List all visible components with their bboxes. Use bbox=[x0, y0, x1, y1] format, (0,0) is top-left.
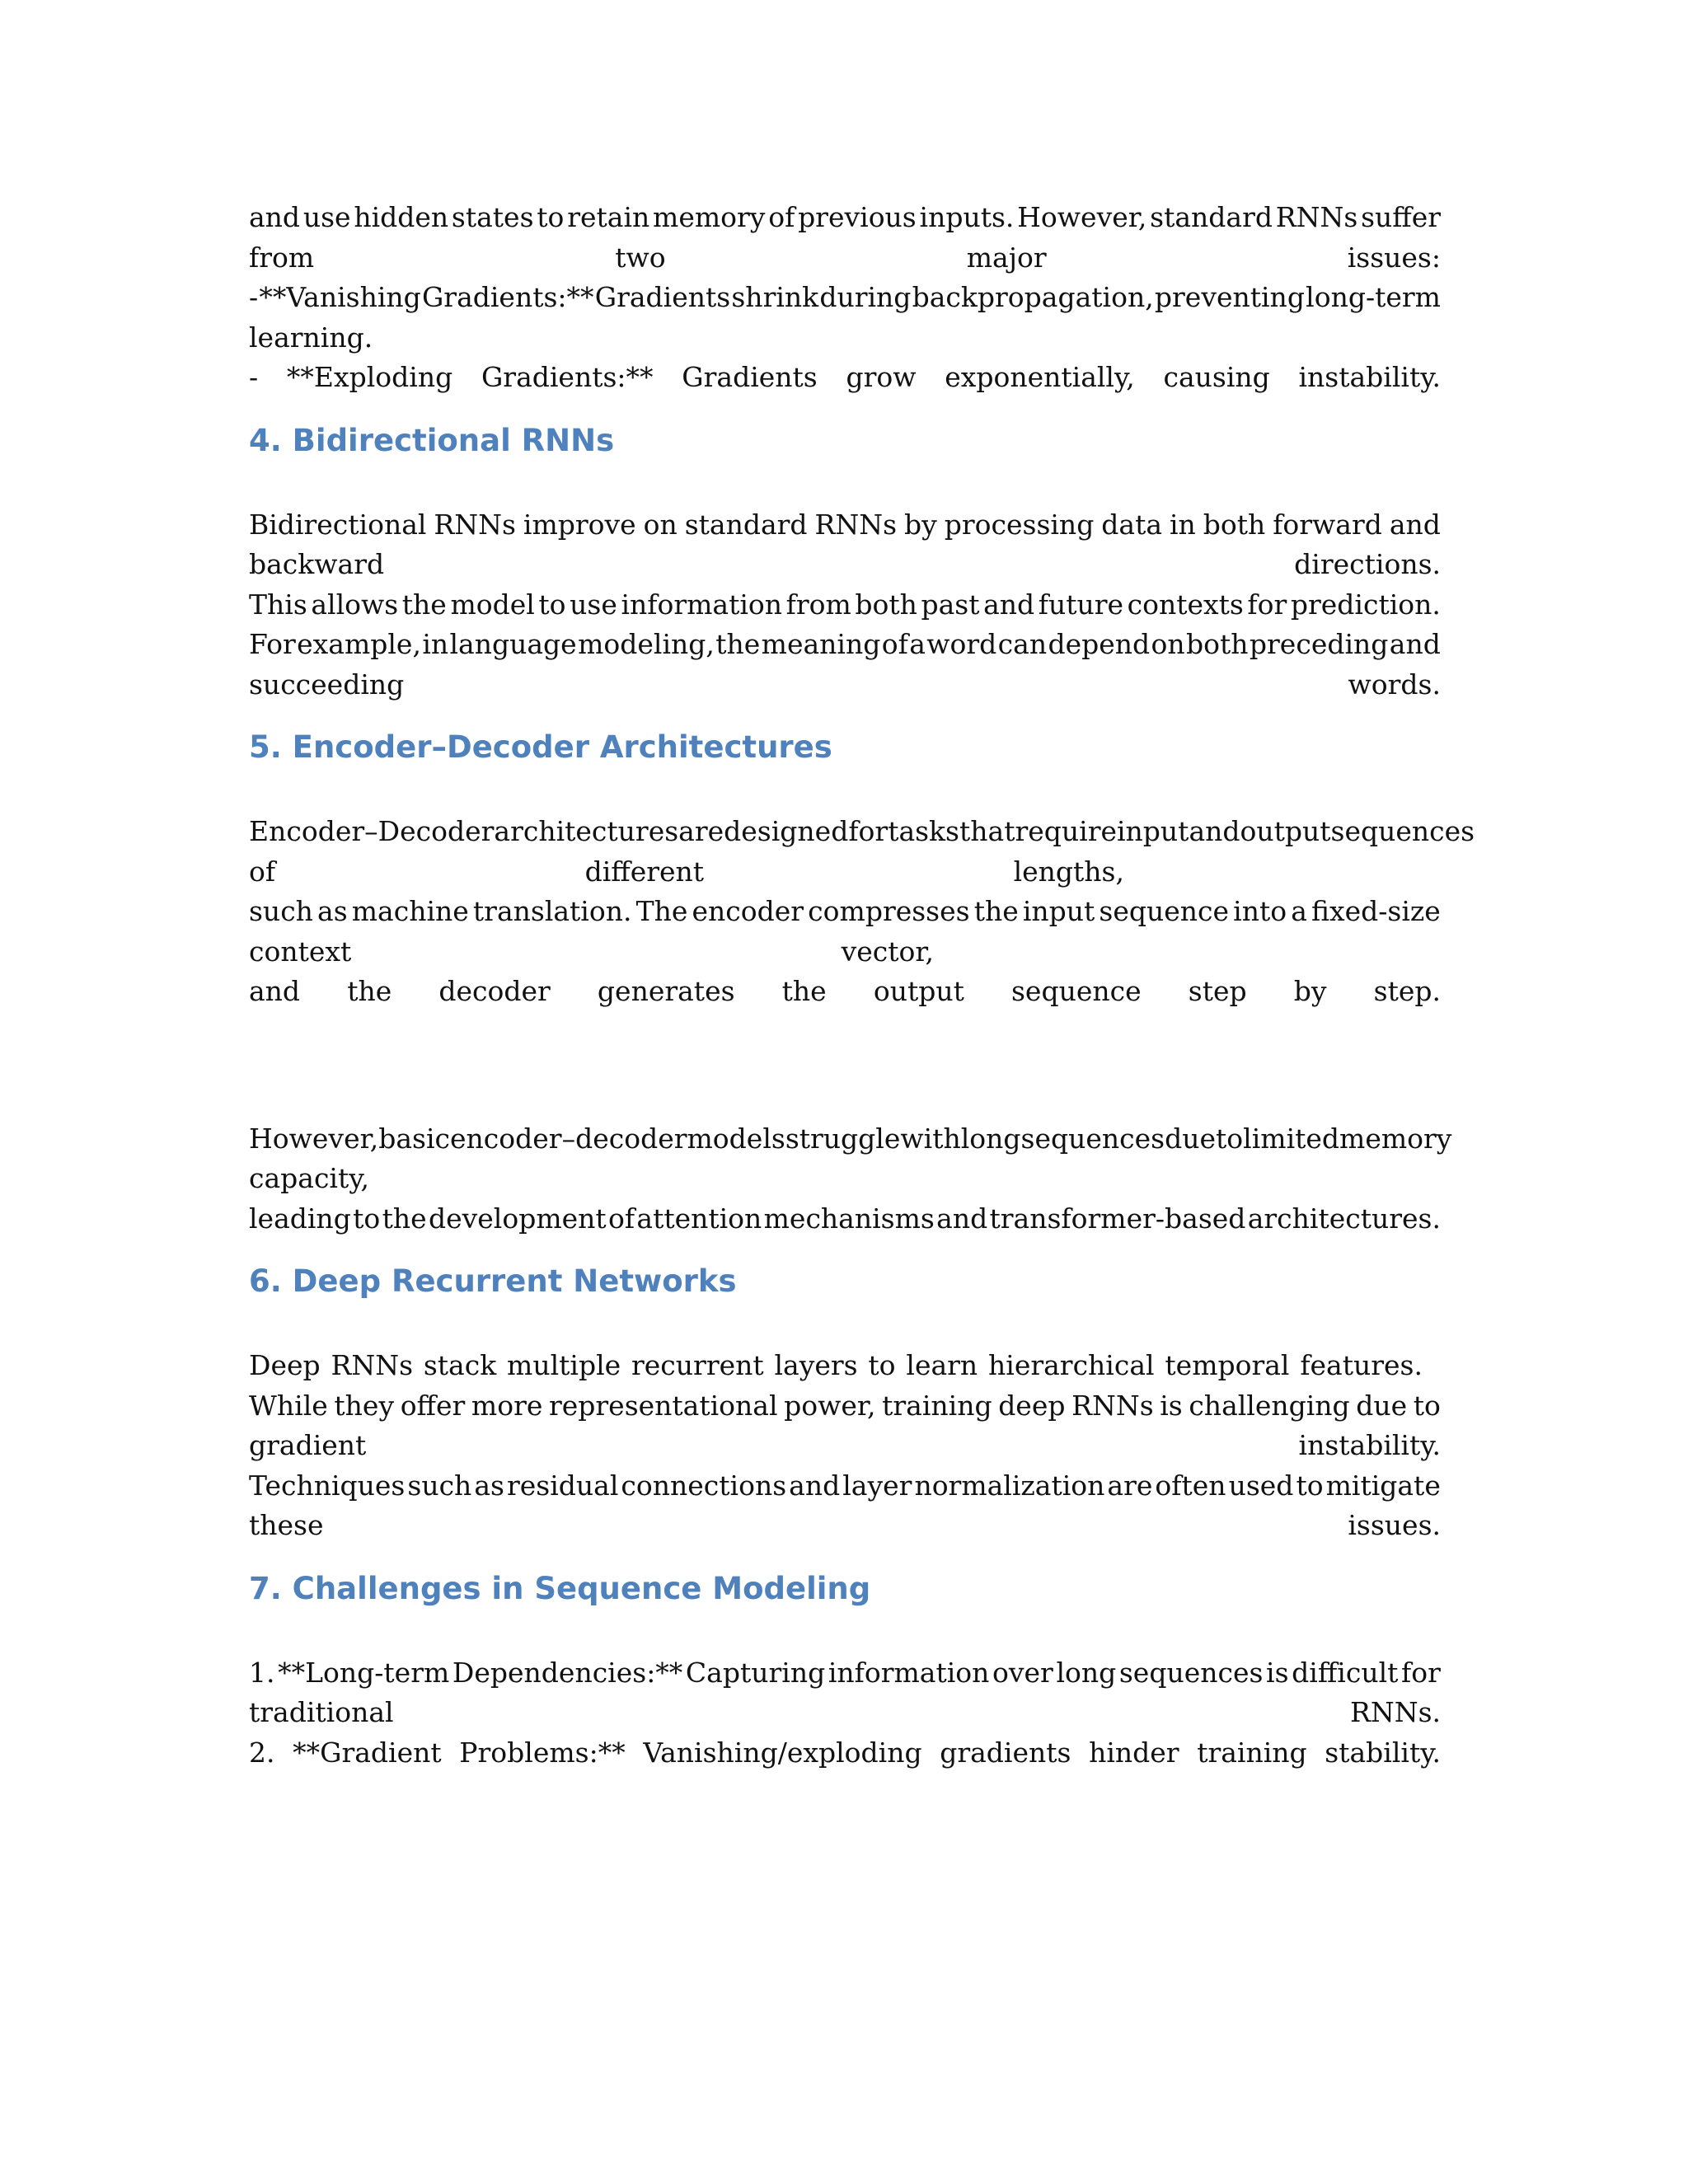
paragraph-line bbox=[249, 505, 1441, 546]
word: step bbox=[1188, 975, 1247, 1007]
word: backpropagation, bbox=[912, 281, 1154, 313]
word: input bbox=[1117, 815, 1189, 847]
paragraph-line bbox=[249, 1733, 1441, 1774]
word: memory bbox=[1339, 1122, 1452, 1155]
word: While bbox=[249, 1389, 328, 1422]
word: stack bbox=[423, 1349, 497, 1381]
word: normalization bbox=[914, 1469, 1105, 1502]
word: gradient bbox=[249, 1429, 367, 1461]
word: a bbox=[1291, 895, 1307, 927]
word: development bbox=[428, 1202, 607, 1235]
word: future bbox=[1038, 588, 1124, 621]
word: language bbox=[449, 628, 577, 660]
word: exponentially, bbox=[945, 361, 1135, 393]
word: vector, bbox=[841, 935, 934, 968]
word: Deep bbox=[249, 1349, 321, 1381]
word: attention bbox=[636, 1202, 762, 1235]
word: encoder bbox=[692, 895, 804, 927]
paragraph-line bbox=[249, 972, 1441, 1012]
paragraph-line bbox=[249, 585, 1441, 626]
word: temporal bbox=[1165, 1349, 1290, 1381]
word: lengths, bbox=[1013, 855, 1124, 888]
word: and bbox=[983, 588, 1035, 621]
word: struggle bbox=[785, 1122, 901, 1155]
word: hinder bbox=[1089, 1736, 1179, 1769]
word: use bbox=[302, 201, 351, 233]
word: This bbox=[249, 588, 307, 621]
word: can bbox=[997, 628, 1048, 660]
word: RNNs bbox=[1071, 1389, 1154, 1422]
section-heading-encoder-decoder: 5. Encoder–Decoder Architectures bbox=[249, 729, 832, 765]
word: Gradients:** bbox=[421, 281, 594, 313]
word: RNNs. bbox=[1349, 1696, 1441, 1728]
word: fixed-size bbox=[1311, 895, 1441, 927]
word: often bbox=[1155, 1469, 1226, 1502]
word: suffer bbox=[1361, 201, 1441, 233]
word: recurrent bbox=[631, 1349, 764, 1381]
paragraph-line bbox=[249, 1346, 1441, 1386]
word: is bbox=[1160, 1389, 1183, 1422]
word: from bbox=[249, 241, 315, 274]
word: Gradients bbox=[594, 281, 731, 313]
word: major bbox=[966, 241, 1047, 274]
paragraph-line bbox=[249, 932, 1441, 972]
word: preventing bbox=[1154, 281, 1305, 313]
word: generates bbox=[597, 975, 735, 1007]
word: Techniques bbox=[249, 1469, 406, 1502]
word: residual bbox=[506, 1469, 619, 1502]
word: sequence bbox=[1099, 895, 1230, 927]
word: mechanisms bbox=[763, 1202, 935, 1235]
word: succeeding bbox=[249, 668, 405, 701]
paragraph-line bbox=[249, 278, 1441, 318]
word: difficult bbox=[1292, 1656, 1399, 1689]
word: machine bbox=[351, 895, 469, 927]
word: to bbox=[538, 588, 566, 621]
word: preceding bbox=[1249, 628, 1389, 660]
word: connections bbox=[621, 1469, 787, 1502]
word: words. bbox=[1348, 668, 1441, 701]
word: hierarchical bbox=[988, 1349, 1155, 1381]
word: and bbox=[249, 975, 301, 1007]
word: Vanishing/exploding bbox=[643, 1736, 922, 1769]
word: of bbox=[607, 1202, 635, 1235]
word: are bbox=[678, 815, 724, 847]
word: two bbox=[615, 241, 666, 274]
word: long bbox=[1056, 1656, 1117, 1689]
word: both bbox=[1186, 628, 1249, 660]
word: 2. bbox=[249, 1736, 275, 1769]
word: of bbox=[881, 628, 908, 660]
word: However, bbox=[249, 1122, 379, 1155]
word: Capturing bbox=[685, 1656, 826, 1689]
word: a bbox=[909, 628, 926, 660]
paragraph-line bbox=[249, 198, 1441, 238]
section-heading-deep-recurrent-networks: 6. Deep Recurrent Networks bbox=[249, 1263, 737, 1299]
word: For bbox=[249, 628, 296, 660]
word: traditional bbox=[249, 1696, 394, 1728]
word: of bbox=[768, 201, 795, 233]
paragraph-line bbox=[249, 625, 1441, 665]
word: Dependencies:** bbox=[452, 1656, 683, 1689]
paragraph-line: learning. bbox=[249, 321, 373, 354]
word: from bbox=[785, 588, 851, 621]
word: power, bbox=[784, 1389, 876, 1422]
word: features. bbox=[1300, 1349, 1423, 1381]
word: Gradients:** bbox=[481, 361, 654, 393]
word: are bbox=[1107, 1469, 1153, 1502]
word: deep bbox=[998, 1389, 1066, 1422]
word: over bbox=[992, 1656, 1053, 1689]
word: and bbox=[1189, 815, 1240, 847]
word: However, bbox=[1017, 201, 1147, 233]
intro-paragraph bbox=[249, 198, 1441, 398]
word: 1. bbox=[249, 1656, 275, 1689]
word: layers bbox=[774, 1349, 858, 1381]
word: The bbox=[635, 895, 688, 927]
paragraph-line bbox=[249, 545, 1441, 585]
word: require bbox=[1015, 815, 1117, 847]
word: used bbox=[1228, 1469, 1294, 1502]
word: different bbox=[584, 855, 705, 888]
word: standard bbox=[684, 508, 808, 541]
section-6-paragraph bbox=[249, 1346, 1441, 1546]
word: to bbox=[353, 1202, 381, 1235]
word: grow bbox=[846, 361, 917, 393]
word: to bbox=[537, 201, 565, 233]
word: past bbox=[921, 588, 980, 621]
word: issues: bbox=[1347, 241, 1441, 274]
word: representational bbox=[548, 1389, 778, 1422]
word: causing bbox=[1163, 361, 1270, 393]
paragraph-line bbox=[249, 1653, 1441, 1694]
word: they bbox=[334, 1389, 395, 1422]
word: for bbox=[1401, 1656, 1441, 1689]
word: training bbox=[882, 1389, 992, 1422]
document-content bbox=[249, 198, 1475, 1773]
word: information bbox=[828, 1656, 990, 1689]
word: by bbox=[1293, 975, 1327, 1007]
word: sequences bbox=[1330, 815, 1475, 847]
word: to bbox=[1296, 1469, 1324, 1502]
word: - bbox=[249, 281, 259, 313]
word: mitigate bbox=[1325, 1469, 1441, 1502]
word: contexts bbox=[1127, 588, 1244, 621]
word: to bbox=[1216, 1122, 1244, 1155]
word: into bbox=[1233, 895, 1287, 927]
section-4-paragraph bbox=[249, 505, 1441, 705]
word: improve bbox=[523, 508, 636, 541]
word: **Long-term bbox=[278, 1656, 450, 1689]
word: **Vanishing bbox=[259, 281, 421, 313]
word: standard bbox=[1150, 201, 1273, 233]
word: the bbox=[781, 975, 827, 1007]
word: the bbox=[347, 975, 392, 1007]
word: data bbox=[1101, 508, 1163, 541]
word: layer bbox=[842, 1469, 912, 1502]
word: architectures. bbox=[1247, 1202, 1441, 1235]
word: such bbox=[249, 895, 313, 927]
word: leading bbox=[249, 1202, 351, 1235]
word: tasks bbox=[888, 815, 959, 847]
word: inputs. bbox=[919, 201, 1015, 233]
word: and bbox=[1389, 628, 1441, 660]
word: in bbox=[422, 628, 449, 660]
word: - bbox=[249, 361, 259, 393]
word: these bbox=[249, 1509, 324, 1541]
word: offer bbox=[400, 1389, 466, 1422]
word: long bbox=[960, 1122, 1021, 1155]
word: retain bbox=[567, 201, 650, 233]
word: encoder–decoder bbox=[450, 1122, 687, 1155]
word: Bidirectional bbox=[249, 508, 427, 541]
word: that bbox=[959, 815, 1015, 847]
word: limited bbox=[1243, 1122, 1340, 1155]
word: decoder bbox=[438, 975, 551, 1007]
word: and bbox=[1389, 508, 1441, 541]
section-7-paragraph bbox=[249, 1653, 1441, 1774]
word: backward bbox=[249, 548, 385, 580]
word: both bbox=[855, 588, 917, 621]
word: instability. bbox=[1298, 1429, 1441, 1461]
word: due bbox=[1356, 1389, 1408, 1422]
word: stability. bbox=[1325, 1736, 1441, 1769]
word: with bbox=[900, 1122, 961, 1155]
paragraph-line bbox=[249, 1119, 1452, 1160]
word: the bbox=[715, 628, 761, 660]
word: the bbox=[382, 1202, 427, 1235]
word: by bbox=[904, 508, 937, 541]
word: translation. bbox=[472, 895, 632, 927]
word: is bbox=[1266, 1656, 1289, 1689]
word: of bbox=[249, 855, 276, 888]
word: issues. bbox=[1348, 1509, 1441, 1541]
section-5-paragraph bbox=[249, 812, 1475, 1239]
word: for bbox=[848, 815, 889, 847]
paragraph-line: capacity, bbox=[249, 1162, 370, 1194]
word: meaning bbox=[761, 628, 881, 660]
paragraph-line bbox=[249, 358, 1441, 398]
word: depend bbox=[1048, 628, 1151, 660]
word: sequences bbox=[1020, 1122, 1165, 1155]
word: word bbox=[926, 628, 997, 660]
word: on bbox=[643, 508, 678, 541]
paragraph-line bbox=[249, 1693, 1441, 1733]
word: to bbox=[868, 1349, 896, 1381]
paragraph-line bbox=[249, 852, 1441, 893]
word: such bbox=[407, 1469, 472, 1502]
word: RNNs bbox=[814, 508, 898, 541]
blank-space bbox=[249, 1012, 1441, 1119]
word: long-term bbox=[1306, 281, 1441, 313]
word: challenging bbox=[1189, 1389, 1350, 1422]
word: the bbox=[973, 895, 1019, 927]
paragraph-line bbox=[249, 1199, 1441, 1240]
word: forward bbox=[1273, 508, 1382, 541]
word: multiple bbox=[507, 1349, 621, 1381]
word: designed bbox=[724, 815, 849, 847]
word: learn bbox=[906, 1349, 978, 1381]
word: in bbox=[1169, 508, 1196, 541]
word: information bbox=[621, 588, 783, 621]
paragraph-line bbox=[249, 1426, 1441, 1466]
word: the bbox=[401, 588, 447, 621]
paragraph-line bbox=[249, 1386, 1441, 1427]
word: gradients bbox=[940, 1736, 1071, 1769]
word: due bbox=[1165, 1122, 1217, 1155]
word: both bbox=[1203, 508, 1266, 541]
word: Gradients bbox=[682, 361, 818, 393]
section-heading-challenges: 7. Challenges in Sequence Modeling bbox=[249, 1570, 871, 1606]
word: RNNs bbox=[434, 508, 516, 541]
word: hidden bbox=[354, 201, 449, 233]
paragraph-line bbox=[249, 665, 1441, 705]
word: basic bbox=[378, 1122, 451, 1155]
word: to bbox=[1413, 1389, 1441, 1422]
word: during bbox=[819, 281, 912, 313]
word: output bbox=[873, 975, 964, 1007]
word: and bbox=[249, 201, 301, 233]
word: as bbox=[474, 1469, 504, 1502]
word: instability. bbox=[1298, 361, 1441, 393]
word: output bbox=[1240, 815, 1331, 847]
word: and bbox=[789, 1469, 841, 1502]
word: model bbox=[450, 588, 535, 621]
word: on bbox=[1151, 628, 1185, 660]
word: **Gradient bbox=[293, 1736, 442, 1769]
word: training bbox=[1197, 1736, 1307, 1769]
word: processing bbox=[944, 508, 1095, 541]
paragraph-line bbox=[249, 892, 1441, 932]
word: prediction. bbox=[1290, 588, 1441, 621]
word: input bbox=[1022, 895, 1095, 927]
paragraph-line bbox=[249, 812, 1475, 852]
word: sequences bbox=[1118, 1656, 1264, 1689]
word: models bbox=[687, 1122, 785, 1155]
section-heading-bidirectional-rnns: 4. Bidirectional RNNs bbox=[249, 422, 615, 458]
word: more bbox=[471, 1389, 543, 1422]
word: and bbox=[936, 1202, 988, 1235]
word: shrink bbox=[731, 281, 819, 313]
word: modeling, bbox=[578, 628, 715, 660]
word: architectures bbox=[494, 815, 679, 847]
word: step. bbox=[1373, 975, 1441, 1007]
paragraph-line bbox=[249, 1506, 1441, 1546]
word: memory bbox=[653, 201, 766, 233]
word: directions. bbox=[1294, 548, 1441, 580]
word: allows bbox=[311, 588, 399, 621]
word: RNNs bbox=[1275, 201, 1358, 233]
word: Problems:** bbox=[459, 1736, 626, 1769]
word: compresses bbox=[808, 895, 970, 927]
paragraph-line bbox=[249, 238, 1441, 279]
word: transformer-based bbox=[989, 1202, 1246, 1235]
word: for bbox=[1247, 588, 1287, 621]
word: Encoder–Decoder bbox=[249, 815, 495, 847]
word: previous bbox=[798, 201, 917, 233]
word: use bbox=[570, 588, 617, 621]
word: example, bbox=[297, 628, 421, 660]
word: context bbox=[249, 935, 352, 968]
word: sequence bbox=[1011, 975, 1142, 1007]
word: states bbox=[451, 201, 534, 233]
word: **Exploding bbox=[286, 361, 453, 393]
word: RNNs bbox=[331, 1349, 414, 1381]
word: as bbox=[317, 895, 348, 927]
paragraph-line bbox=[249, 1466, 1441, 1507]
